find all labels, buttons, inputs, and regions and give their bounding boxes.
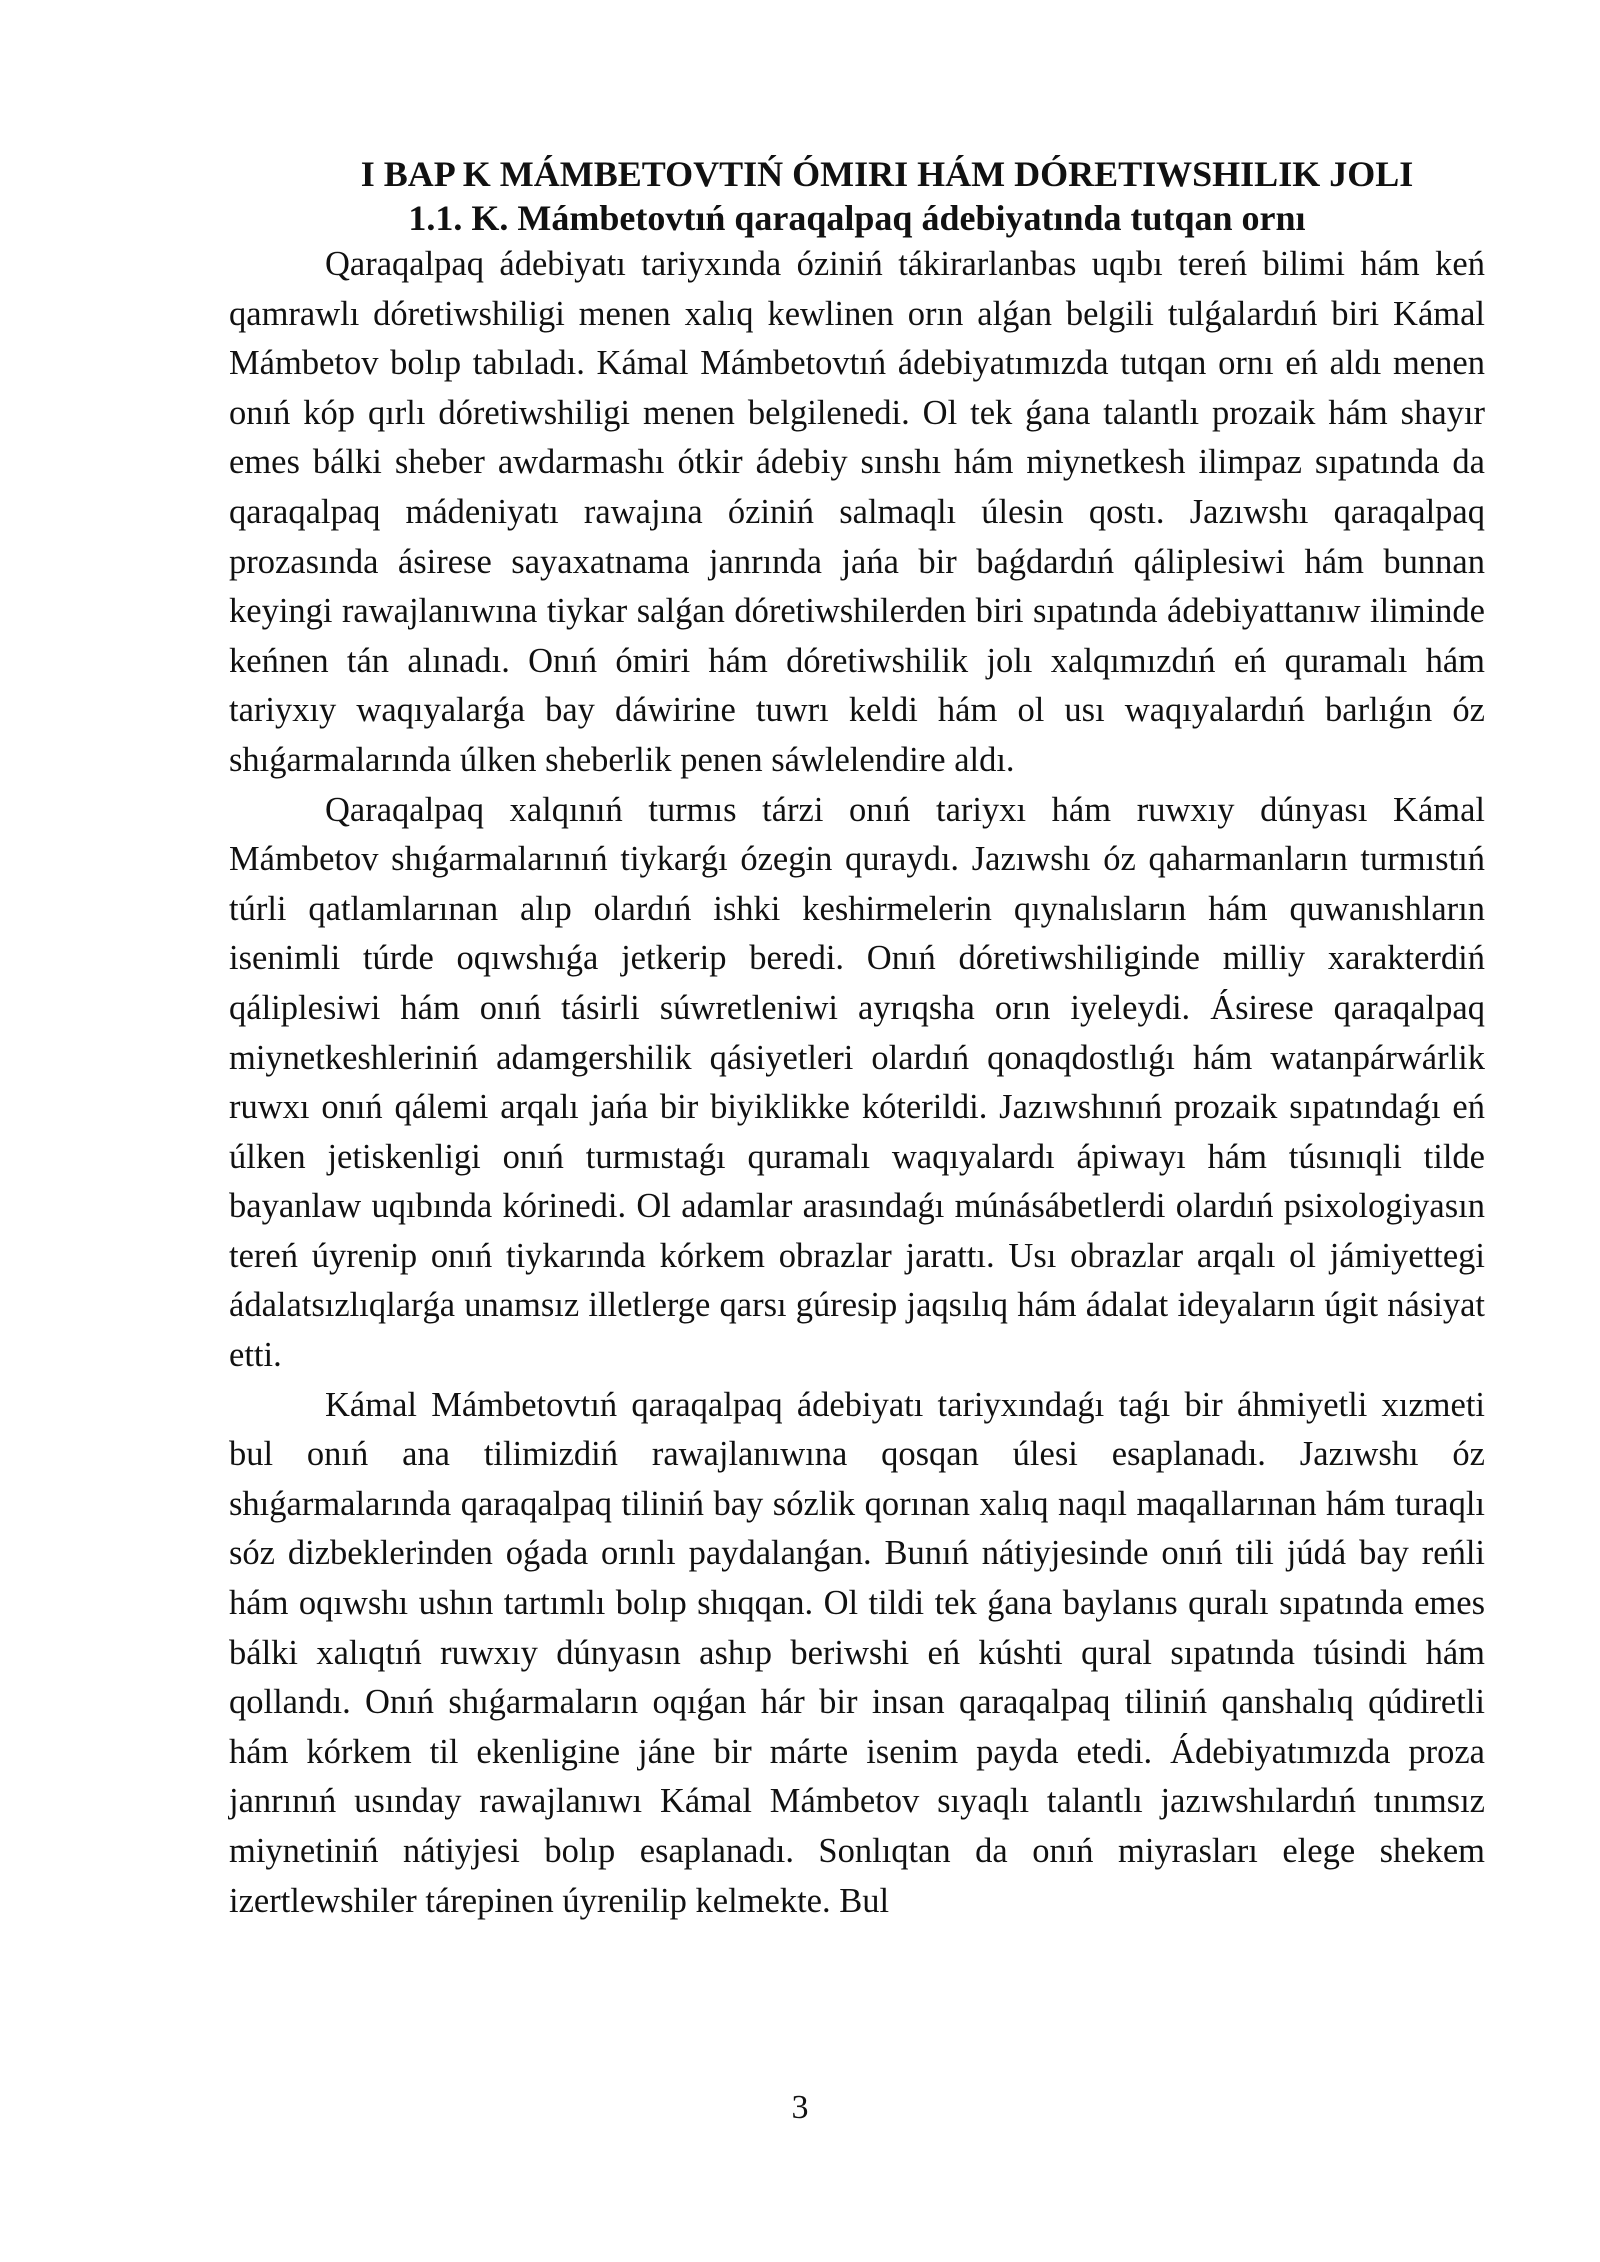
- page-number: 3: [791, 2089, 809, 2126]
- paragraph-3: Kámal Mámbetovtıń qaraqalpaq ádebiyatı tariyxındaǵı taǵı bir áhmiyetli xızmeti bul onıń ana tilimizdiń rawajlanıwına qosqan úlesi esaplanadı. Jazıwshı óz shıǵarmalarında qaraqalpaq tiliniń bay sózlik qorınan xalıq naqıl maqallarınan hám turaqlı sóz dizbeklerinden oǵada orınlı paydalanǵan. Bunıń nátiyjesinde onıń tili júdá bay reńli hám oqıwshı ushın tartımlı bolıp shıqqan. Ol tildi tek ǵana baylanıs quralı sıpatında emes bálki xalıqtıń ruwxıy dúnyasın ashıp beriwshi eń kúshti qural sıpatında túsindi hám qollandı. Onıń shıǵarmaların oqıǵan hár bir insan qaraqalpaq tiliniń qanshalıq qúdiretli hám kórkem til ekenligine jáne bir márte isenim payda etedi. Ádebiyatımızda proza janrınıń usınday rawajlanıwı Kámal Mámbetov sıyaqlı talantlı jazıwshılardıń tınımsız miynetiniń nátiyjesi bolıp esaplanadı. Sonlıqtan da onıń miyrasları elege shekem izertlewshiler tárepinen úyrenilip kelmekte. Bul: [229, 1385, 1485, 1920]
- section-title: 1.1. K. Mámbetovtıń qaraqalpaq ádebiyatında tutqan ornı: [408, 198, 1306, 238]
- document-page: [229, 152, 1485, 1926]
- chapter-title: I BAP K MÁMBETOVTIŃ ÓMIRI HÁM DÓRETIWSHILIK JOLI: [360, 154, 1414, 194]
- paragraph-1: Qaraqalpaq ádebiyatı tariyxında óziniń tákirarlanbas uqıbı tereń bilimi hám keń qamrawlı dóretiwshiligi menen xalıq kewlinen orın alǵan belgili tulǵalardıń biri Kámal Mámbetov bolıp tabıladı. Kámal Mámbetovtıń ádebiyatımızda tutqan ornı eń aldı menen onıń kóp qırlı dóretiwshiligi menen belgilenedi. Ol tek ǵana talantlı prozaik hám shayır emes bálki sheber awdarmashı ótkir ádebiy sınshı hám miynetkesh ilimpaz sıpatında da qaraqalpaq mádeniyatı rawajına óziniń salmaqlı úlesin qostı. Jazıwshı qaraqalpaq prozasında ásirese sayaxatnama janrında jańa bir baǵdardıń qáliplesiwi hám bunnan keyingi rawajlanıwına tiykar salǵan dóretiwshilerden biri sıpatında ádebiyattanıw iliminde keńnen tán alınadı. Onıń ómiri hám dóretiwshilik jolı xalqımızdıń eń quramalı hám tariyxıy waqıyalarǵa bay dáwirine tuwrı keldi hám ol usı waqıyalardıń barlıǵın óz shıǵarmalarında úlken sheberlik penen sáwlelendire aldı.: [229, 245, 1485, 779]
- paragraph-2: Qaraqalpaq xalqınıń turmıs tárzi onıń tariyxı hám ruwxıy dúnyası Kámal Mámbetov shıǵarmalarınıń tiykarǵı ózegin quraydı. Jazıwshı óz qaharmanların turmıstıń túrli qatlamlarınan alıp olardıń ishki keshirmelerin qıynalısların hám quwanıshların isenimli túrde oqıwshıǵa jetkerip beredi. Onıń dóretiwshiliginde milliy xarakterdiń qáliplesiwi hám onıń tásirli súwretleniwi ayrıqsha orın iyeleydi. Ásirese qaraqalpaq miynetkeshleriniń adamgershilik qásiyetleri olardıń qonaqdostlıǵı hám watanpárwárlik ruwxı onıń qálemi arqalı jańa bir biyiklikke kóterildi. Jazıwshınıń prozaik sıpatındaǵı eń úlken jetiskenligi onıń turmıstaǵı quramalı waqıyalardı ápiwayı hám túsınıqli tilde bayanlaw uqıbında kórinedi. Ol adamlar arasındaǵı múnásábetlerdi olardıń psixologiyasın tereń úyrenip onıń tiykarında kórkem obrazlar jarattı. Usı obrazlar arqalı ol jámiyettegi ádalatsızlıqlarǵa unamsız illetlerge qarsı gúresip jaqsılıq hám ádalat ideyaların úgit násiyat etti.: [229, 790, 1485, 1375]
